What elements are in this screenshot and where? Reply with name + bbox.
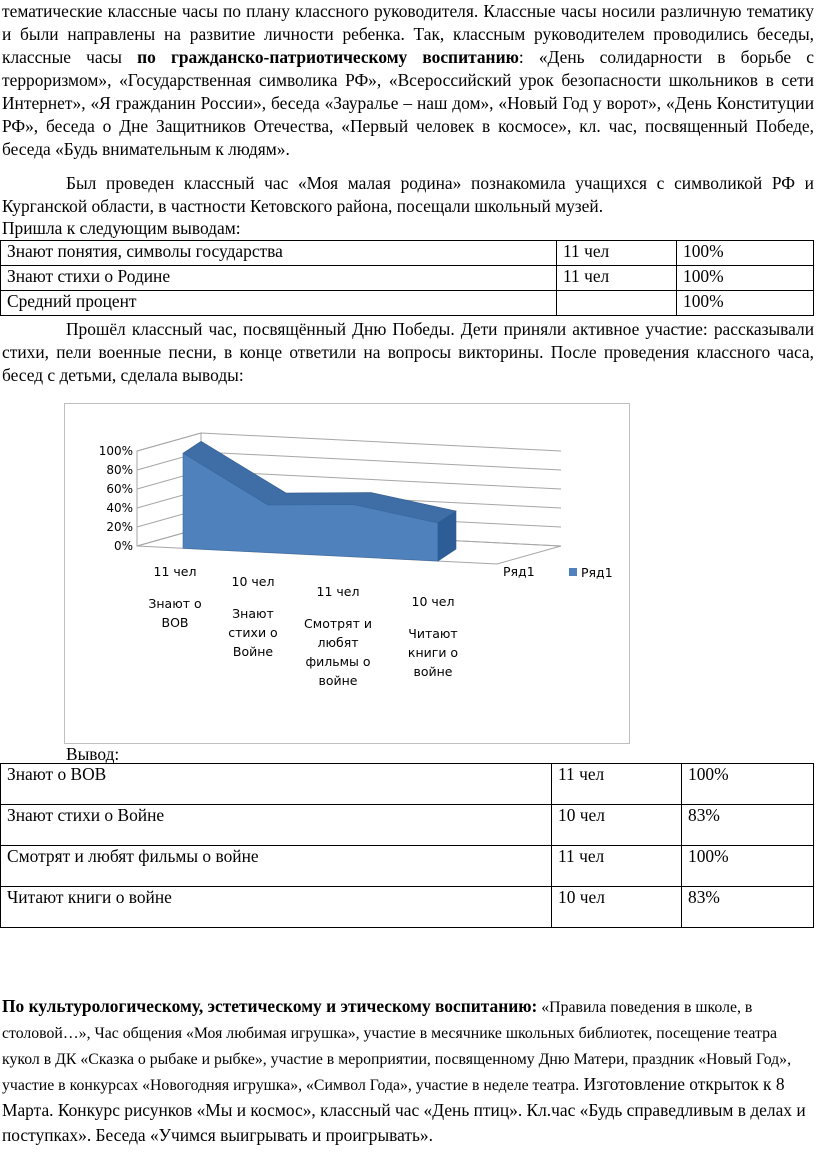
table-cell-percent: 100% [677, 266, 814, 291]
table-cell-percent: 83% [682, 887, 814, 928]
category-count-label: 10 чел [231, 574, 275, 589]
table-cell-label: Знают понятия, символы государства [1, 241, 557, 266]
y-tick-label: 80% [106, 463, 133, 477]
culture-list: «Правила поведения в школе, в столовой…», Час общения «Моя любимая игрушка», участие в месячнике школьных библиотек, посещение театра кукол в ДК «Сказка о рыбаке и рыбке», участие в мероприятии, посвященному Дню Матери, праздник «Новый Год», участие в конкурсах «Новогодняя игрушка», «Символ Года», участие в неделе театра. [2, 999, 792, 1094]
category-label: войне [413, 664, 453, 679]
table-row [1, 291, 814, 316]
table-cell-count: 10 чел [552, 805, 682, 846]
table-cell-percent: 100% [682, 764, 814, 805]
table-cell-percent: 100% [682, 846, 814, 887]
table-cell-percent: 83% [682, 805, 814, 846]
intro-paragraph [2, 0, 814, 161]
class-hour1-conclusion: Пришла к следующим выводам: [2, 218, 241, 238]
table-cell-count: 11 чел [552, 764, 682, 805]
table-cell-label: Читают книги о войне [1, 887, 552, 928]
table-cell-count: 11 чел [557, 266, 677, 291]
table-cell-count: 11 чел [557, 241, 677, 266]
table-cell-percent: 100% [677, 291, 814, 316]
category-label: любят [317, 635, 359, 650]
intro-bold-heading: по гражданско-патриотическому воспитанию [137, 47, 519, 67]
class-hour1-paragraph: Был проведен классный час «Моя малая родина» познакомила учащихся с символикой РФ и Курганской области, в частности Кетовского района, посещали школьный музей. [2, 173, 814, 216]
category-label: Читают [408, 626, 458, 641]
category-label: книги о [407, 645, 459, 660]
table-row [1, 805, 814, 846]
culture-paragraph [2, 994, 814, 1148]
category-count-label: 10 чел [411, 594, 455, 609]
intro-list: : «День солидарности в борьбе с терроризмом», «Государственная символика РФ», «Всероссийский урок безопасности школьников в сети Интернет», «Я гражданин России», беседа «Зауралье – наш дом», «Новый Год у ворот», «День Конституции РФ», беседа о Дне Защитников Отечества, «Первый человек в космосе», кл. час, посвященный Победе, беседа «Будь внимательным к людям». [2, 47, 814, 159]
table-row [1, 241, 814, 266]
y-tick-label: 100% [98, 444, 133, 458]
table-row [1, 846, 814, 887]
y-tick-label: 60% [106, 482, 133, 496]
category-label: стихи о [228, 625, 278, 640]
table-cell-label: Знают стихи о Войне [1, 805, 552, 846]
table-cell-label: Знают стихи о Родине [1, 266, 557, 291]
intro-text: тематические классные часы по плану классного руководителя. Классные часы носили различную тематику и были направлены на развитие личности ребенка. Так, классным руководителем проводились беседы, классные часы [2, 1, 814, 67]
table-cell-percent: 100% [677, 241, 814, 266]
category-label: ВОВ [161, 615, 189, 630]
category-label: войне [318, 673, 358, 688]
y-tick-label: 20% [106, 520, 133, 534]
area-chart [65, 404, 629, 743]
y-tick-label: 40% [106, 501, 133, 515]
category-label: Знают [232, 606, 274, 621]
table-row [1, 764, 814, 805]
category-count-label: 11 чел [153, 564, 197, 579]
conclusion-label: Вывод: [66, 744, 120, 764]
table-row [1, 887, 814, 928]
results-table-2 [0, 763, 814, 928]
culture-heading: По культурологическому, эстетическому и этическому воспитанию: [2, 996, 538, 1016]
category-label: Смотрят и [304, 616, 372, 631]
category-label: Знают о [148, 596, 202, 611]
legend-swatch [569, 568, 577, 576]
chart-frame [64, 403, 630, 744]
category-count-label: 11 чел [316, 584, 360, 599]
table-cell-label: Знают о ВОВ [1, 764, 552, 805]
table-cell-label: Смотрят и любят фильмы о войне [1, 846, 552, 887]
results-table-1 [0, 240, 814, 316]
culture-list-continued: Изготовление открыток к 8 Марта. Конкурс рисунков «Мы и космос», классный час «День птиц». Кл.час «Будь справедливым в делах и поступках». Беседа «Учимся выигрывать и проигрывать». [2, 1074, 806, 1145]
depth-axis-label: Ряд1 [503, 564, 535, 579]
class-hour2-paragraph: Прошёл классный час, посвящённый Дню Победы. Дети приняли активное участие: рассказывали стихи, пели военные песни, в конце ответили на вопросы викторины. После проведения классного часа, бесед с детьми, сделала выводы: [2, 319, 814, 385]
legend-label: Ряд1 [581, 565, 613, 580]
category-label: Войне [232, 644, 274, 659]
table-cell-label: Средний процент [1, 291, 557, 316]
category-label: фильмы о [305, 654, 371, 669]
y-tick-label: 0% [113, 539, 133, 553]
table-cell-count [557, 291, 677, 316]
table-cell-count: 10 чел [552, 887, 682, 928]
table-cell-count: 11 чел [552, 846, 682, 887]
table-row [1, 266, 814, 291]
